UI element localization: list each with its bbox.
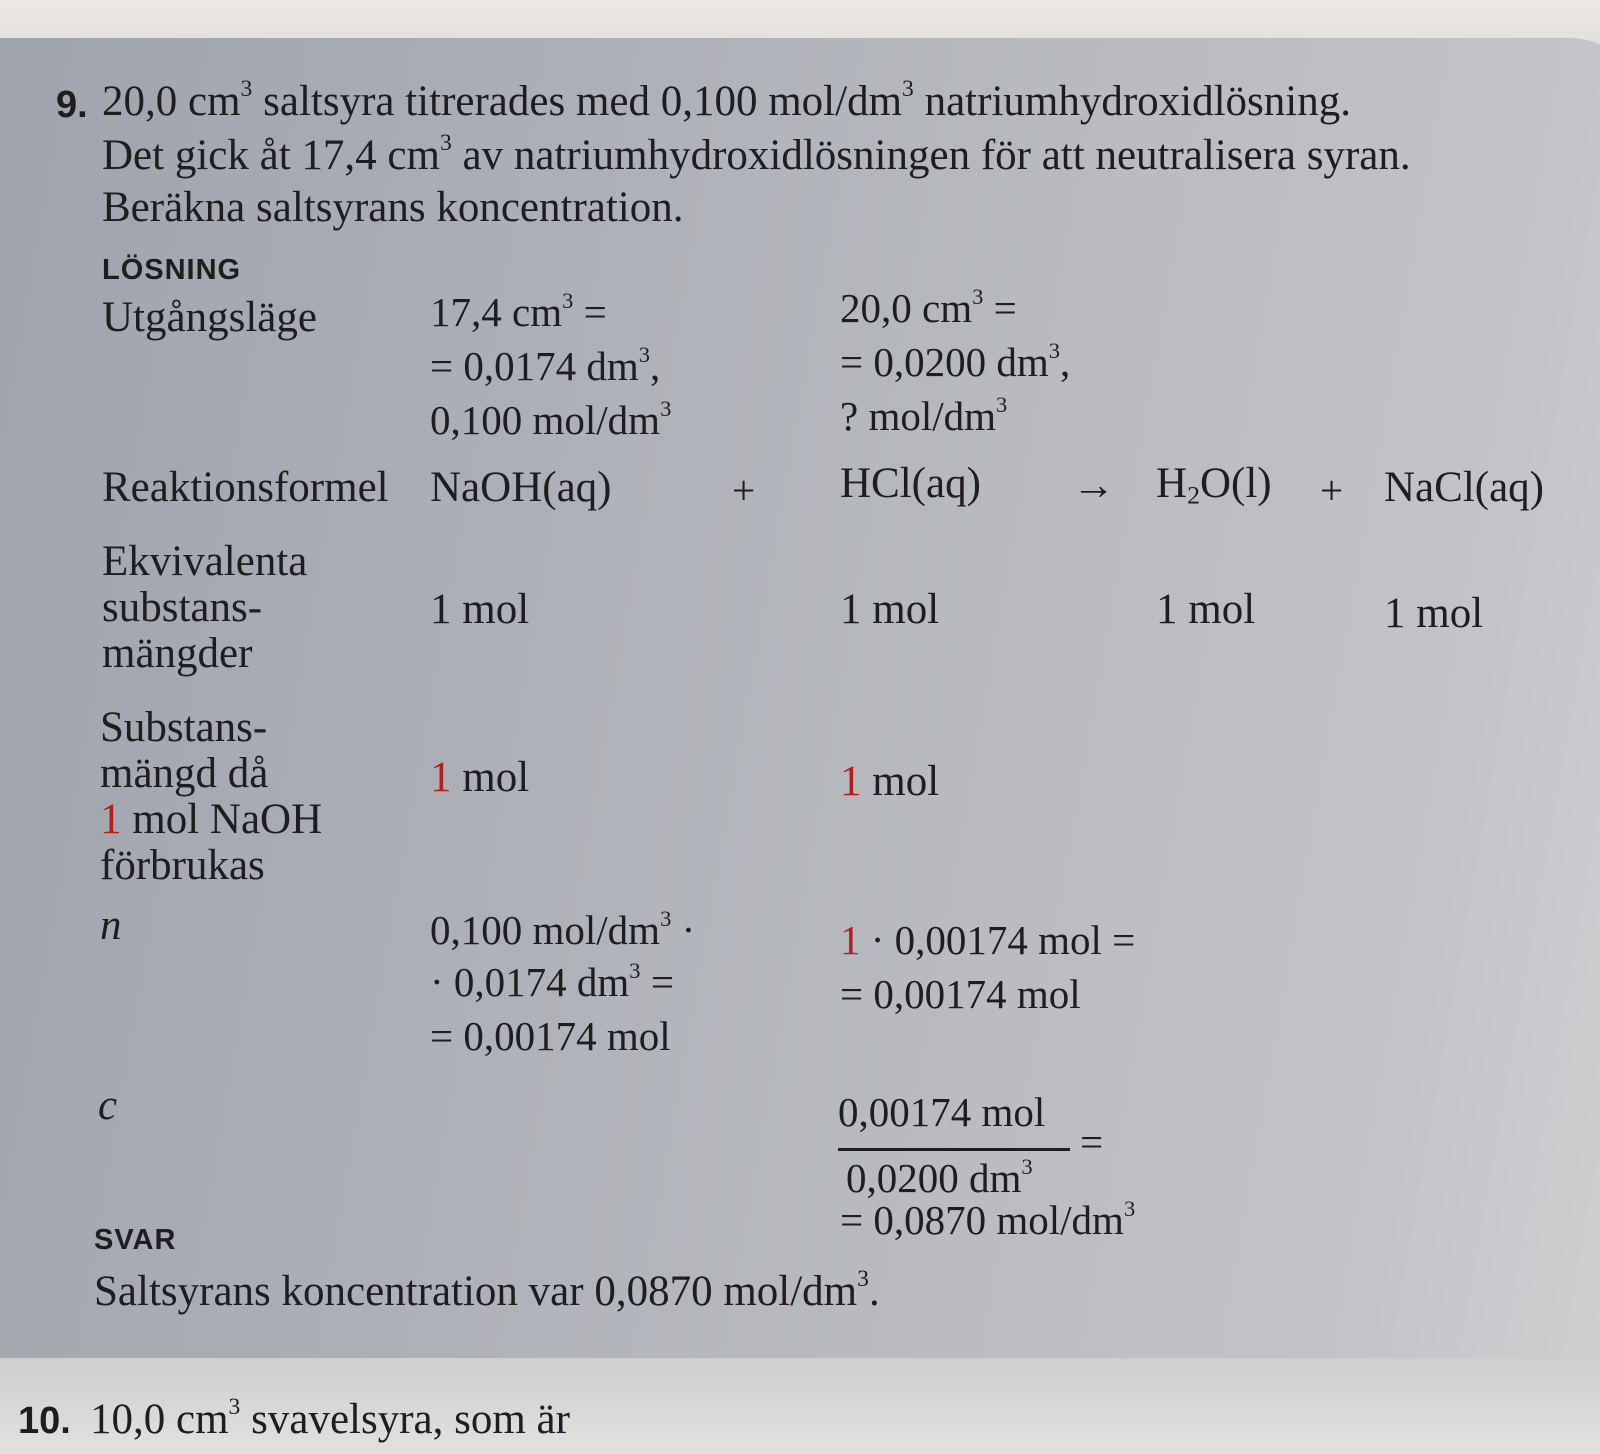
- n-naoh-line-1: 0,100 mol/$dm^3$ ·: [430, 905, 696, 953]
- equiv-h2o: 1 mol: [1156, 586, 1256, 633]
- problem-line-2: Det gick åt 17,4 $cm^3$ av natriumhydroxidlösningen för att neutralisera syran.: [102, 130, 1411, 179]
- equiv-naoh: 1 mol: [430, 586, 530, 633]
- reaction-arrow: →: [1072, 462, 1115, 509]
- plus-sign-2: +: [1320, 467, 1344, 513]
- amount-hcl: 1 mol: [840, 758, 940, 805]
- label-c: c: [98, 1082, 118, 1129]
- problem-line-3: Beräkna saltsyrans koncentration.: [102, 184, 684, 231]
- answer-text: Saltsyrans koncentration var 0,0870 mol/$dm^3$.: [94, 1266, 880, 1315]
- n-naoh-line-3: = 0,00174 mol: [430, 1013, 671, 1059]
- label-ekvivalenta-1: Ekvivalenta: [102, 538, 308, 585]
- hcl-start-concentration: ? mol/$dm^3$: [840, 391, 1008, 439]
- label-ekvivalenta-3: mängder: [102, 630, 253, 677]
- answer-heading: SVAR: [94, 1224, 177, 1256]
- product-nacl: NaCl(aq): [1384, 464, 1544, 511]
- reactant-naoh: NaOH(aq): [430, 464, 612, 511]
- naoh-start-volume-dm3: = 0,0174 $dm^3$,: [430, 341, 661, 389]
- fraction-bar: [838, 1148, 1070, 1151]
- equiv-nacl: 1 mol: [1384, 590, 1484, 637]
- label-reaktionsformel: Reaktionsformel: [102, 464, 389, 511]
- reactant-hcl: HCl(aq): [840, 460, 981, 507]
- label-substans-3: 1 mol NaOH: [100, 796, 323, 843]
- fraction-denominator: 0,0200 $dm^3$: [846, 1153, 1033, 1201]
- n-hcl-line-2: = 0,00174 mol: [840, 971, 1081, 1017]
- solution-heading: LÖSNING: [102, 254, 242, 286]
- naoh-start-volume: 17,4 $cm^3$ =: [430, 287, 607, 335]
- label-utgangslage: Utgångsläge: [102, 294, 317, 341]
- concentration-result: = 0,0870 mol/$dm^3$: [840, 1195, 1136, 1243]
- amount-naoh: 1 mol: [430, 754, 530, 801]
- fraction-equals: =: [1080, 1119, 1104, 1165]
- hcl-start-volume-dm3: = 0,0200 $dm^3$,: [840, 337, 1071, 385]
- n-hcl-line-1: 1 · 0,00174 mol =: [840, 917, 1136, 963]
- next-problem-text: 10,0 $cm^3$ svavelsyra, som är: [90, 1394, 570, 1443]
- example-panel: [0, 38, 1600, 1360]
- label-substans-2: mängd då: [100, 750, 269, 797]
- fraction-numerator: 0,00174 mol: [838, 1089, 1046, 1135]
- equiv-hcl: 1 mol: [840, 586, 940, 633]
- label-substans-1: Substans-: [100, 704, 268, 751]
- hcl-start-volume: 20,0 $cm^3$ =: [840, 283, 1017, 331]
- label-n: n: [100, 902, 122, 949]
- product-h2o: $H_2O(l)$: [1156, 460, 1272, 510]
- next-problem-number: 10.: [18, 1400, 71, 1442]
- plus-sign-1: +: [732, 467, 756, 513]
- label-substans-4: förbrukas: [100, 842, 265, 889]
- problem-number: 9.: [56, 84, 88, 126]
- label-ekvivalenta-2: substans-: [102, 584, 263, 631]
- problem-line-1: 20,0 $cm^3$ saltsyra titrerades med 0,100 mol/$dm^3$ natriumhydroxidlösning.: [102, 76, 1351, 125]
- naoh-start-concentration: 0,100 mol/$dm^3$: [430, 395, 672, 443]
- n-naoh-line-2: · 0,0174 $dm^3$ =: [430, 957, 674, 1005]
